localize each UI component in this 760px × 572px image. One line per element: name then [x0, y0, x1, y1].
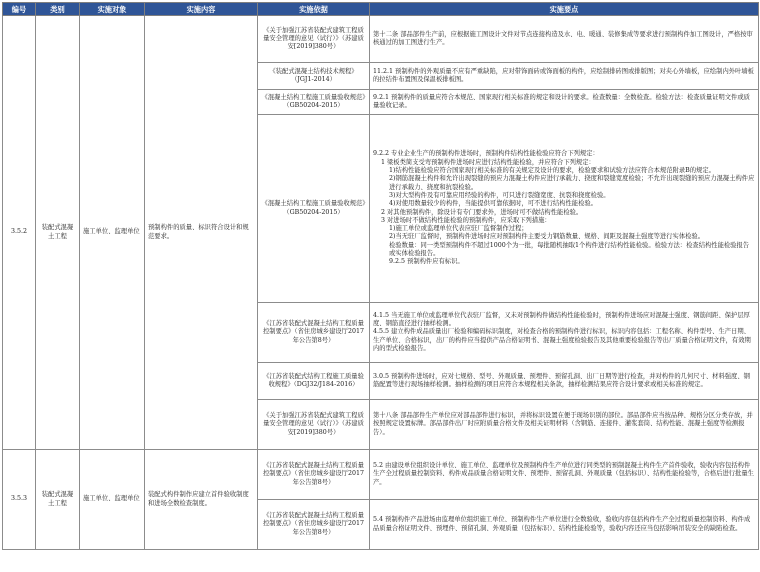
- basis-cell: 《关于加强江苏省装配式建筑工程质量安全管理的意见（试行）》（苏建质安[2019]380号）: [258, 16, 370, 63]
- point-text: 4.1.5 当无施工单位或监理单位代表驻厂监督，又未对预制构件做结构性能检验时，预制构件进场应对混凝土强度、钢筋间距、保护层厚度、钢筋直径进行抽样检测。: [373, 311, 750, 328]
- header-basis: 实施依据: [258, 3, 370, 16]
- header-target: 实施对象: [80, 3, 145, 16]
- point-text: 3.0.5 预制构件进场时，应对七规格、型号、外观质量、预埋件、预留孔洞、出厂日期等进行检查，并对构件的几何尺寸、材料强度、钢筋配置等进行现场抽样检测。抽样检测的项目应符合本规程相关条款，抽样检测结果应符合设计要求或相关标准的规定。: [373, 372, 750, 388]
- standards-table: [2, 2, 759, 550]
- point-text: 第十二条 部品部件生产前，应根据施工图设计文件对节点连接构造及水、电、暖通、装修集成等要求进行预制构件加工图设计，严格按审核通过的加工图进行生产。: [373, 30, 753, 46]
- basis-cell: 《混凝土结构工程施工质量验收规范》（GB50204-2015）: [258, 115, 370, 303]
- item-target: 施工单位、监理单位: [80, 450, 145, 550]
- basis-cell: 《江苏省装配式混凝土结构工程质量控制要点》（省住房城乡建设厅2017年公告第8号）: [258, 450, 370, 500]
- table-header-row: [3, 3, 759, 16]
- points-cell: [370, 115, 759, 303]
- item-category: 装配式混凝土工程: [36, 450, 80, 550]
- point-text: 1)结构性能检验应符合国家现行相关标准的有关规定及设计的要求，检验要求和试验方法应符合本规范附录B的规定。: [389, 167, 715, 175]
- basis-cell: 《混凝土结构工程施工质量验收规范》（GB50204-2015）: [258, 90, 370, 115]
- header-content: 实施内容: [145, 3, 258, 16]
- points-cell: [370, 450, 759, 500]
- point-text: 5.4 预制构件产品进场由监理单位组织施工单位、预制构件生产单位进行全数验收，验收内容包括构件生产全过程质量控制资料、构件成品质量合格证明文件、预埋件、预留孔洞、外观质量（包括标识）、结构性能检验等，验收内容还应当包括影响吊装安全的缺陷检查。: [373, 516, 751, 532]
- points-cell: [370, 363, 759, 400]
- item-content: 预制构件的质量、标识符合设计和规范要求。: [145, 16, 258, 450]
- point-text: 4)对使用数量较少的构件，当能提供可靠依据时，可不进行结构性能检验。: [389, 200, 597, 208]
- basis-cell: 《江苏省装配式结构工程施工质量验收规程》（DGJ32/J184-2016）: [258, 363, 370, 400]
- points-cell: [370, 63, 759, 90]
- header-category: 类别: [36, 3, 80, 16]
- points-cell: [370, 400, 759, 450]
- point-text: 9.2.1 预制构件的质量应符合本规范、国家现行相关标准的规定和设计的要求。检查数量：全数检查。检验方法：检查质量证明文件或质量验收记录。: [373, 93, 750, 109]
- points-cell: [370, 16, 759, 63]
- basis-cell: 《装配式混凝土结构技术规程》（JGJ1-2014）: [258, 63, 370, 90]
- points-cell: [370, 500, 759, 550]
- point-text: 5.2 由建设单位组织设计单位、施工单位、监理单位及预制构件生产单位进行同类型的预制混凝土构件生产首件验收，验收内容包括构件生产全过程质量控制资料、构件成品质量合格证明文件、预埋件、预留孔洞、外观质量（包括标识）、结构性能检验等，合格后进行批量生产。: [373, 462, 754, 486]
- points-cell: [370, 303, 759, 363]
- item-number: 3.5.2: [3, 16, 36, 450]
- point-text: 3)对大型构件及有可靠应用经验的构件，可只进行裂缝宽度、抗裂和挠度检验。: [389, 191, 610, 199]
- header-number: 编号: [3, 3, 36, 16]
- points-cell: [370, 90, 759, 115]
- item-target: 施工单位、监理单位: [80, 16, 145, 450]
- point-text: 2)当无驻厂监督时，预制构件进场时应对预制构件主要受力钢筋数量、规格、间距及混凝土强度等进行实体检验。: [389, 233, 705, 241]
- point-text: 3 对进场时不做结构性能检验的预制构件，应采取下列措施：: [381, 216, 551, 224]
- basis-cell: 《江苏省装配式混凝土结构工程质量控制要点》（省住房城乡建设厅2017年公告第8号）: [258, 500, 370, 550]
- item-content: 装配式构件制作应建立首件验收制度和进场全数检查制度。: [145, 450, 258, 550]
- point-text: 1)施工单位或监理单位代表应驻厂监督制作过程；: [389, 225, 528, 233]
- point-text: 9.2.2 专业企业生产的预制构件进场时，预制构件结构性能检验应符合下列规定：: [373, 150, 599, 158]
- point-text: 1 梁板类简支受弯预制构件进场时应进行结构性能检验，并应符合下列规定：: [381, 158, 595, 166]
- item-category: 装配式混凝土工程: [36, 16, 80, 450]
- table-row: [3, 16, 759, 63]
- point-text: 2)钢筋混凝土构件和允许出现裂缝的预应力混凝土构件应进行承载力、挠度和裂缝宽度检验；不允许出现裂缝的预应力混凝土构件应进行承载力、挠度和抗裂检验。: [389, 175, 755, 191]
- basis-cell: 《关于加强江苏省装配式建筑工程质量安全管理的意见（试行）》（苏建质安[2019]380号）: [258, 400, 370, 450]
- point-text: 11.2.1 预制构件的外观质量不应有严重缺陷，应对带饰面砖或饰面板的构件，应绘制排砖图或排版图；对夹心外墙板，应绘制内外叶墙板的拉结件布置图及保温板排板图。: [373, 67, 754, 83]
- header-points: 实施要点: [370, 3, 759, 16]
- item-number: 3.5.3: [3, 450, 36, 550]
- table-row: [3, 450, 759, 500]
- point-text: 2 对其他预制构件，除设计有专门要求外，进场时可不做结构性能检验。: [381, 208, 583, 216]
- point-text: 检验数量：同一类型预制构件不超过1000个为一批，每批随机抽取1个构件进行结构性能检验。检验方法：检查结构性能检验报告或实体检验报告。: [389, 241, 750, 257]
- basis-cell: 《江苏省装配式混凝土结构工程质量控制要点》（省住房城乡建设厅2017年公告第8号）: [258, 303, 370, 363]
- point-text: 9.2.5 预制构件应有标识。: [389, 258, 464, 266]
- point-text: 4.5.5 建立构件成品质量出厂检验和编码标识制度，对检查合格的预制构件进行标识，标识内容包括：工程名称、构件型号、生产日期、生产单位、合格标识，出厂的构件应当提供产品合格证明书、混凝土强度检验报告及其他重要检验报告等出厂质量合格证明文件，有效期内的型式检验报告。: [373, 328, 751, 352]
- point-text: 第十八条 部品部件生产单位应对部品部件进行标识，并将标识设置在便于现场识别的部位。部品部件应当按品种、规格分区分类存放，并按照规定设置标牌。部品部件出厂时应附质量合格文件及相关证明材料（含钢筋、连接件、灌浆套筒、结构性能、混凝土强度等检测报告）。: [373, 412, 753, 436]
